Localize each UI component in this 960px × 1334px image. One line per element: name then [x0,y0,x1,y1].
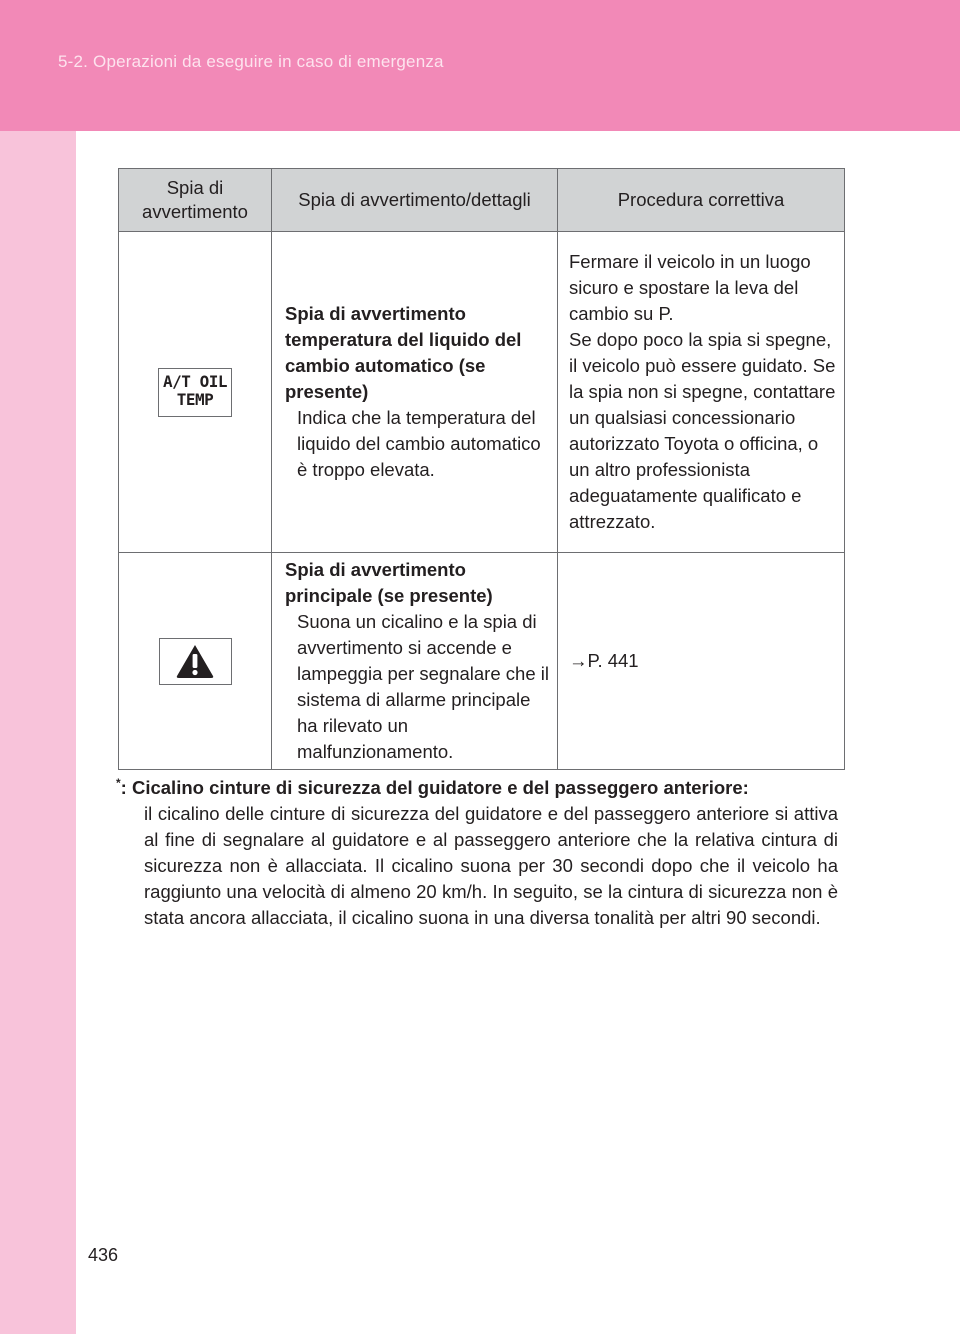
icon-cell [119,553,272,770]
procedure-cell [558,232,845,553]
warning-description: Indica che la temperatura del liquido del cambio automatico è troppo elevata. [297,407,541,480]
footnote-body: il cicalino delle cinture di sicurezza del guidatore e del passeggero anteriore si attiva al fine di segnalare al guidatore e al passeggero anteriore che la relativa cintura di sicurezza non è allacciata. Il cicalino suona per 30 secondi dopo che il veicolo ha raggiunto una velocità di almeno 20 km/h. In seguito, se la cintura di sicurezza non è stata ancora allacciata, il cicalino suona in una diversa tonalità per altri 90 secondi. [144,803,838,928]
side-margin-band [0,131,76,1334]
column-header: Procedura correttiva [558,169,845,232]
page-reference: →P. 441 [569,650,639,671]
section-title: 5-2. Operazioni da eseguire in caso di emergenza [58,52,444,71]
detail-cell [272,553,558,770]
warning-title: Spia di avvertimento temperatura del liquido del cambio automatico (se presente) [285,303,522,402]
warning-description: Suona un cicalino e la spia di avvertimento si accende e lampeggia per segnalare che il sistema di allarme principale ha rilevato un malfunzionamento. [297,611,549,762]
column-header: Spia di avvertimento [119,169,272,232]
warning-title: Spia di avvertimento principale (se presente) [285,559,493,606]
icon-cell [119,232,272,553]
master-warning-icon [159,638,232,685]
warning-lights-table [118,168,845,770]
table-header-row [119,169,845,232]
column-header: Spia di avvertimento/dettagli [272,169,558,232]
table-row [119,232,845,553]
footnote-title: *: Cicalino cinture di sicurezza del guidatore e del passeggero anteriore: [116,775,749,798]
procedure-cell [558,553,845,770]
procedure-text: Fermare il veicolo in un luogo sicuro e spostare la leva del cambio su P. Se dopo poco la spia si spegne, il veicolo può essere guidato. Se la spia non si spegne, contattare un qualsiasi concessionario autorizzato Toyota o officina, o un altro professionista adeguatamente qualificato e attrezzato. [569,251,836,532]
footnote [116,775,838,931]
page-number: 436 [88,1245,119,1265]
table-row [119,553,845,770]
at-oil-temp-icon: A/T OIL TEMP [158,368,232,417]
page-header [0,0,960,131]
detail-cell [272,232,558,553]
